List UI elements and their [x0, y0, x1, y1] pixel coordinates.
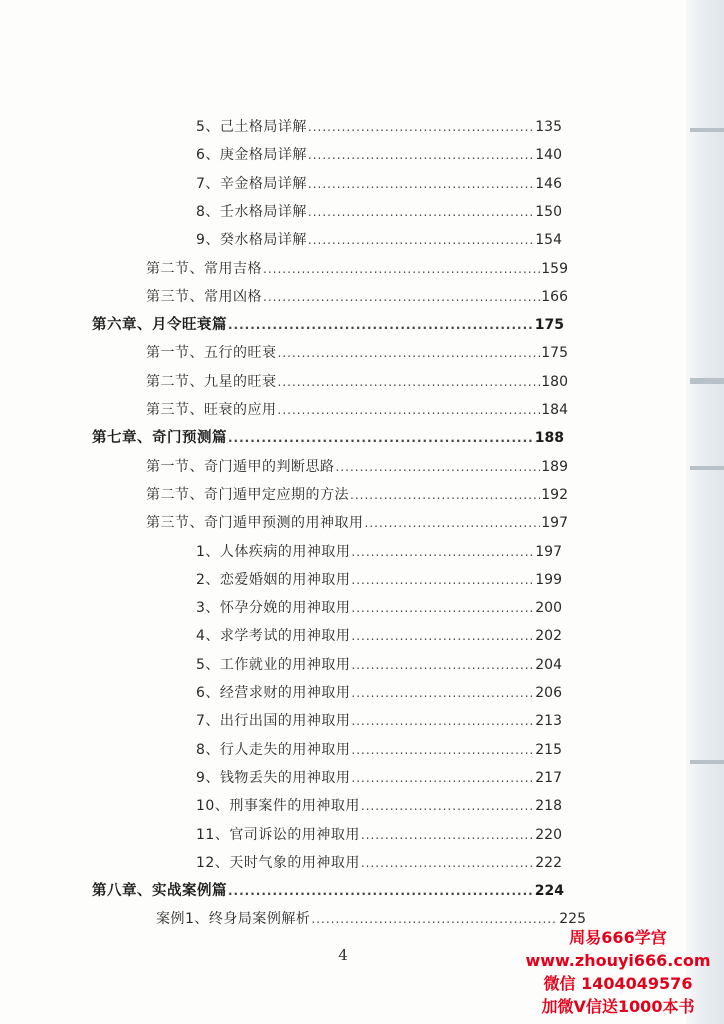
toc-entry	[196, 769, 562, 787]
toc-entry-page: 150	[535, 204, 562, 220]
dot-leader	[351, 656, 534, 674]
toc-entry-page: 206	[535, 685, 562, 701]
toc-entry-page: 225	[559, 911, 586, 927]
toc-entry-title: 第六章、月令旺衰篇	[92, 317, 227, 333]
toc-entry	[146, 514, 568, 532]
dot-leader	[263, 288, 540, 306]
dot-leader	[308, 146, 534, 164]
toc-entry-title: 第三节、奇门遁甲预测的用神取用	[146, 515, 364, 531]
toc-entry-title: 7、出行出国的用神取用	[196, 713, 351, 729]
dot-leader	[361, 797, 534, 815]
toc-entry-page: 159	[541, 261, 568, 277]
toc-entry	[196, 684, 562, 702]
toc-entry-title: 10、刑事案件的用神取用	[196, 798, 360, 814]
dot-leader	[278, 344, 541, 362]
toc-chapter-entry	[92, 429, 564, 447]
dot-leader	[308, 231, 534, 249]
toc-entry	[196, 599, 562, 617]
dot-leader	[263, 260, 540, 278]
watermark-line: 微信 1404049576	[543, 974, 693, 993]
toc-entry-title: 第二节、九星的旺衰	[146, 374, 277, 390]
watermark-line: 周易666学宫	[569, 928, 667, 947]
dot-leader	[351, 712, 534, 730]
toc-entry-page: 204	[535, 657, 562, 673]
toc-entry-title: 第一节、五行的旺衰	[146, 345, 277, 361]
page-number: 4	[338, 946, 348, 964]
toc-entry-title: 6、经营求财的用神取用	[196, 685, 351, 701]
toc-entry-title: 第三节、常用凶格	[146, 289, 262, 305]
toc-entry-title: 8、壬水格局详解	[196, 204, 307, 220]
toc-entry	[196, 118, 562, 136]
dot-leader	[351, 571, 534, 589]
toc-entry-title: 第三节、旺衰的应用	[146, 402, 277, 418]
toc-entry	[196, 146, 562, 164]
toc-entry-page: 197	[535, 544, 562, 560]
dot-leader	[228, 316, 534, 334]
dot-leader	[351, 741, 534, 759]
toc-entry-page: 202	[535, 628, 562, 644]
toc-entry-page: 224	[534, 883, 564, 899]
toc-entry-title: 11、官司诉讼的用神取用	[196, 827, 360, 843]
toc-entry-title: 第八章、实战案例篇	[92, 883, 227, 899]
toc-entry	[196, 543, 562, 561]
toc-entry	[146, 344, 568, 362]
dot-leader	[278, 401, 541, 419]
toc-entry	[146, 288, 568, 306]
toc-entry-page: 200	[535, 600, 562, 616]
toc-entry	[196, 797, 562, 815]
watermark-line: 加微V信送1000本书	[541, 997, 695, 1016]
toc-entry-title: 9、钱物丢失的用神取用	[196, 770, 351, 786]
toc-entry	[146, 373, 568, 391]
dot-leader	[228, 882, 534, 900]
toc-entry-page: 184	[541, 402, 568, 418]
toc-entry-title: 4、求学考试的用神取用	[196, 628, 351, 644]
toc-entry-title: 12、天时气象的用神取用	[196, 855, 360, 871]
dot-leader	[361, 826, 534, 844]
toc-entry-page: 199	[535, 572, 562, 588]
toc-entry-title: 2、恋爱婚姻的用神取用	[196, 572, 351, 588]
toc-entry-page: 154	[535, 232, 562, 248]
toc-entry-title: 5、工作就业的用神取用	[196, 657, 351, 673]
dot-leader	[308, 118, 534, 136]
dot-leader	[361, 854, 534, 872]
toc-entry-page: 166	[541, 289, 568, 305]
toc-entry-title: 第一节、奇门遁甲的判断思路	[146, 459, 335, 475]
toc-entry	[196, 627, 562, 645]
dot-leader	[351, 684, 534, 702]
toc-entry	[196, 854, 562, 872]
toc-entry	[196, 175, 562, 193]
toc-entry-page: 189	[541, 459, 568, 475]
toc-entry-page: 217	[535, 770, 562, 786]
toc-entry	[196, 712, 562, 730]
toc-entry-page: 192	[541, 487, 568, 503]
toc-entry-title: 8、行人走失的用神取用	[196, 742, 351, 758]
toc-entry-page: 180	[541, 374, 568, 390]
page-edge-mark	[690, 128, 724, 132]
toc-entry-page: 135	[535, 119, 562, 135]
toc-entry-title: 1、人体疾病的用神取用	[196, 544, 351, 560]
toc-entry-page: 146	[535, 176, 562, 192]
page-edge-mark	[690, 760, 724, 764]
dot-leader	[351, 769, 534, 787]
toc-entry-page: 215	[535, 742, 562, 758]
watermark	[518, 926, 718, 1018]
dot-leader	[350, 486, 540, 504]
page-edge-shadow	[686, 0, 724, 1024]
toc-entry	[196, 741, 562, 759]
toc-entry-title: 6、庚金格局详解	[196, 147, 307, 163]
dot-leader	[228, 429, 534, 447]
dot-leader	[336, 458, 541, 476]
dot-leader	[278, 373, 541, 391]
toc-entry-title: 第七章、奇门预测篇	[92, 430, 227, 446]
dot-leader	[308, 203, 534, 221]
toc-entry-title: 7、辛金格局详解	[196, 176, 307, 192]
toc-entry-page: 222	[535, 855, 562, 871]
toc-entry-title: 第二节、奇门遁甲定应期的方法	[146, 487, 349, 503]
toc-entry-page: 218	[535, 798, 562, 814]
toc-entry-title: 案例1、终身局案例解析	[156, 911, 311, 927]
toc-entry-title: 第二节、常用吉格	[146, 261, 262, 277]
toc-entry	[146, 401, 568, 419]
toc-entry-title: 3、怀孕分娩的用神取用	[196, 600, 351, 616]
toc-entry	[196, 571, 562, 589]
page-edge-mark	[690, 466, 724, 470]
toc-entry	[146, 486, 568, 504]
toc-entry-page: 220	[535, 827, 562, 843]
toc-entry-page: 175	[541, 345, 568, 361]
toc-chapter-entry	[92, 316, 564, 334]
dot-leader	[351, 543, 534, 561]
dot-leader	[308, 175, 534, 193]
toc-entry-page: 197	[541, 515, 568, 531]
toc-entry	[146, 458, 568, 476]
toc-entry-title: 9、癸水格局详解	[196, 232, 307, 248]
toc-entry	[196, 231, 562, 249]
toc-chapter-entry	[92, 882, 564, 900]
watermark-line: www.zhouyi666.com	[525, 951, 711, 970]
dot-leader	[351, 599, 534, 617]
toc-entry-title: 5、己土格局详解	[196, 119, 307, 135]
toc-entry-page: 175	[534, 317, 564, 333]
dot-leader	[365, 514, 541, 532]
toc-entry-page: 213	[535, 713, 562, 729]
page-edge-mark	[690, 378, 724, 384]
dot-leader	[351, 627, 534, 645]
toc-entry	[196, 656, 562, 674]
toc-entry	[196, 203, 562, 221]
toc-entry	[196, 826, 562, 844]
toc-entry-page: 140	[535, 147, 562, 163]
toc-entry	[146, 260, 568, 278]
toc-entry-page: 188	[534, 430, 564, 446]
